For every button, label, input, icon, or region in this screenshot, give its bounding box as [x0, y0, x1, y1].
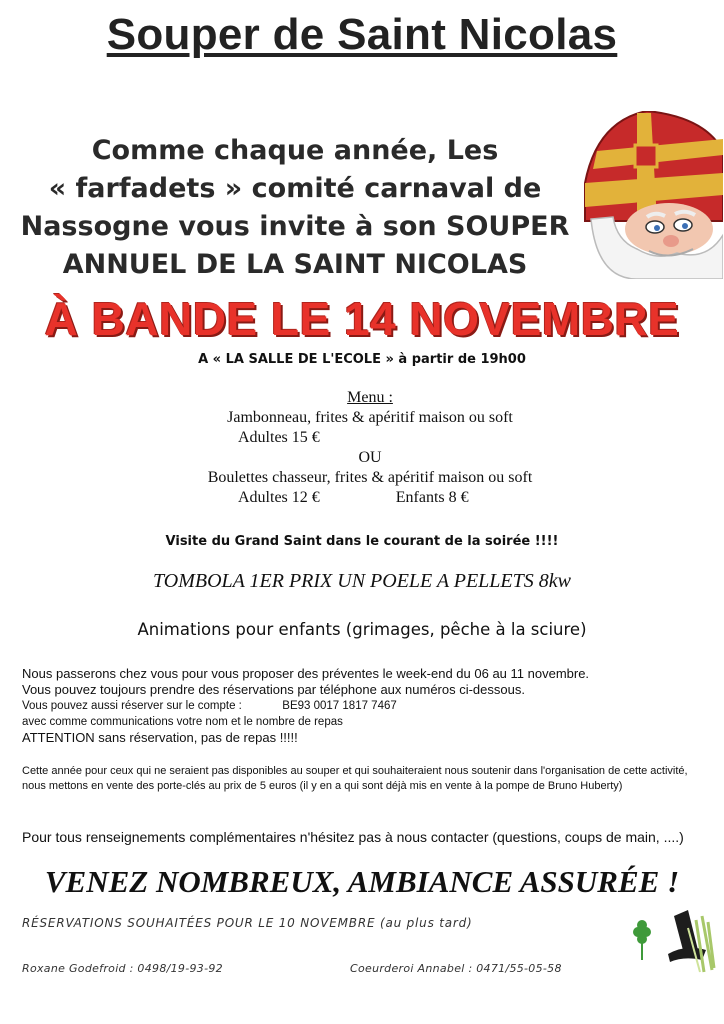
page-title: Souper de Saint Nicolas [106, 10, 618, 59]
info-line: Vous pouvez toujours prendre des réservations par téléphone aux numéros ci-dessous. [22, 682, 525, 697]
date-banner: À BANDE LE 14 NOVEMBRE [44, 293, 680, 345]
intro-line: ANNUEL DE LA SAINT NICOLAS [62, 249, 528, 280]
menu-option-2: Boulettes chasseur, frites & apéritif maison ou soft [207, 469, 533, 486]
menu-title: Menu : [347, 389, 393, 406]
menu-option-2-price-children: Enfants 8 € [395, 489, 469, 506]
account-number: BE93 0017 1817 7467 [282, 700, 397, 712]
info-warning: ATTENTION sans réservation, pas de repas !!!!! [22, 730, 298, 745]
keychains-text: Cette année pour ceux qui ne seraient pas disponibles au souper et qui souhaiteraient nous soutenir dans l'organisation de cette activité, nous mettons en vente des porte-clés au prix de 5 euros (il y en a qui sont déjà mis en vente à la pompe de Bruno Huberty) [22, 765, 688, 792]
info-block [22, 666, 712, 746]
contact-annabel: Coeurderoi Annabel : 0471/55-05-58 [350, 962, 562, 975]
info-line: Nous passerons chez vous pour vous proposer des préventes le week-end du 06 au 11 novembre. [22, 666, 590, 681]
menu-or: OU [358, 449, 382, 466]
menu-option-1-price: Adultes 15 € [238, 429, 320, 446]
intro-line: Comme chaque année, Les [91, 135, 499, 166]
account-label: Vous pouvez aussi réserver sur le compte : [22, 700, 242, 712]
intro-line: Nassogne vous invite à son SOUPER [20, 211, 570, 242]
menu-option-2-price-adults: Adultes 12 € [238, 489, 320, 506]
contact-info-text: Pour tous renseignements complémentaires n'hésitez pas à nous contacter (questions, coups de main, ....) [22, 829, 684, 845]
contact-roxane: Roxane Godefroid : 0498/19-93-92 [22, 962, 223, 975]
tombola-text: TOMBOLA 1ER PRIX UN POELE A PELLETS 8kw [153, 570, 571, 592]
reservation-deadline: RÉSERVATIONS SOUHAITÉES POUR LE 10 NOVEMBRE (au plus tard) [22, 916, 473, 930]
menu-section [120, 388, 620, 508]
venue-text: A « LA SALLE DE L'ECOLE » à partir de 19h00 [198, 352, 526, 367]
slogan: VENEZ NOMBREUX, AMBIANCE ASSURÉE ! [44, 864, 680, 899]
animations-text: Animations pour enfants (grimages, pêche à la sciure) [137, 620, 587, 639]
intro-line: « farfadets » comité carnaval de [48, 173, 542, 204]
menu-option-1: Jambonneau, frites & apéritif maison ou soft [227, 409, 513, 426]
saint-nicolas-portrait-icon [577, 111, 723, 279]
info-line: avec comme communications votre nom et le nombre de repas [22, 716, 343, 728]
visit-text: Visite du Grand Saint dans le courant de la soirée !!!! [165, 534, 559, 549]
top-hat-clover-icon [626, 910, 716, 976]
intro-text [20, 132, 570, 284]
